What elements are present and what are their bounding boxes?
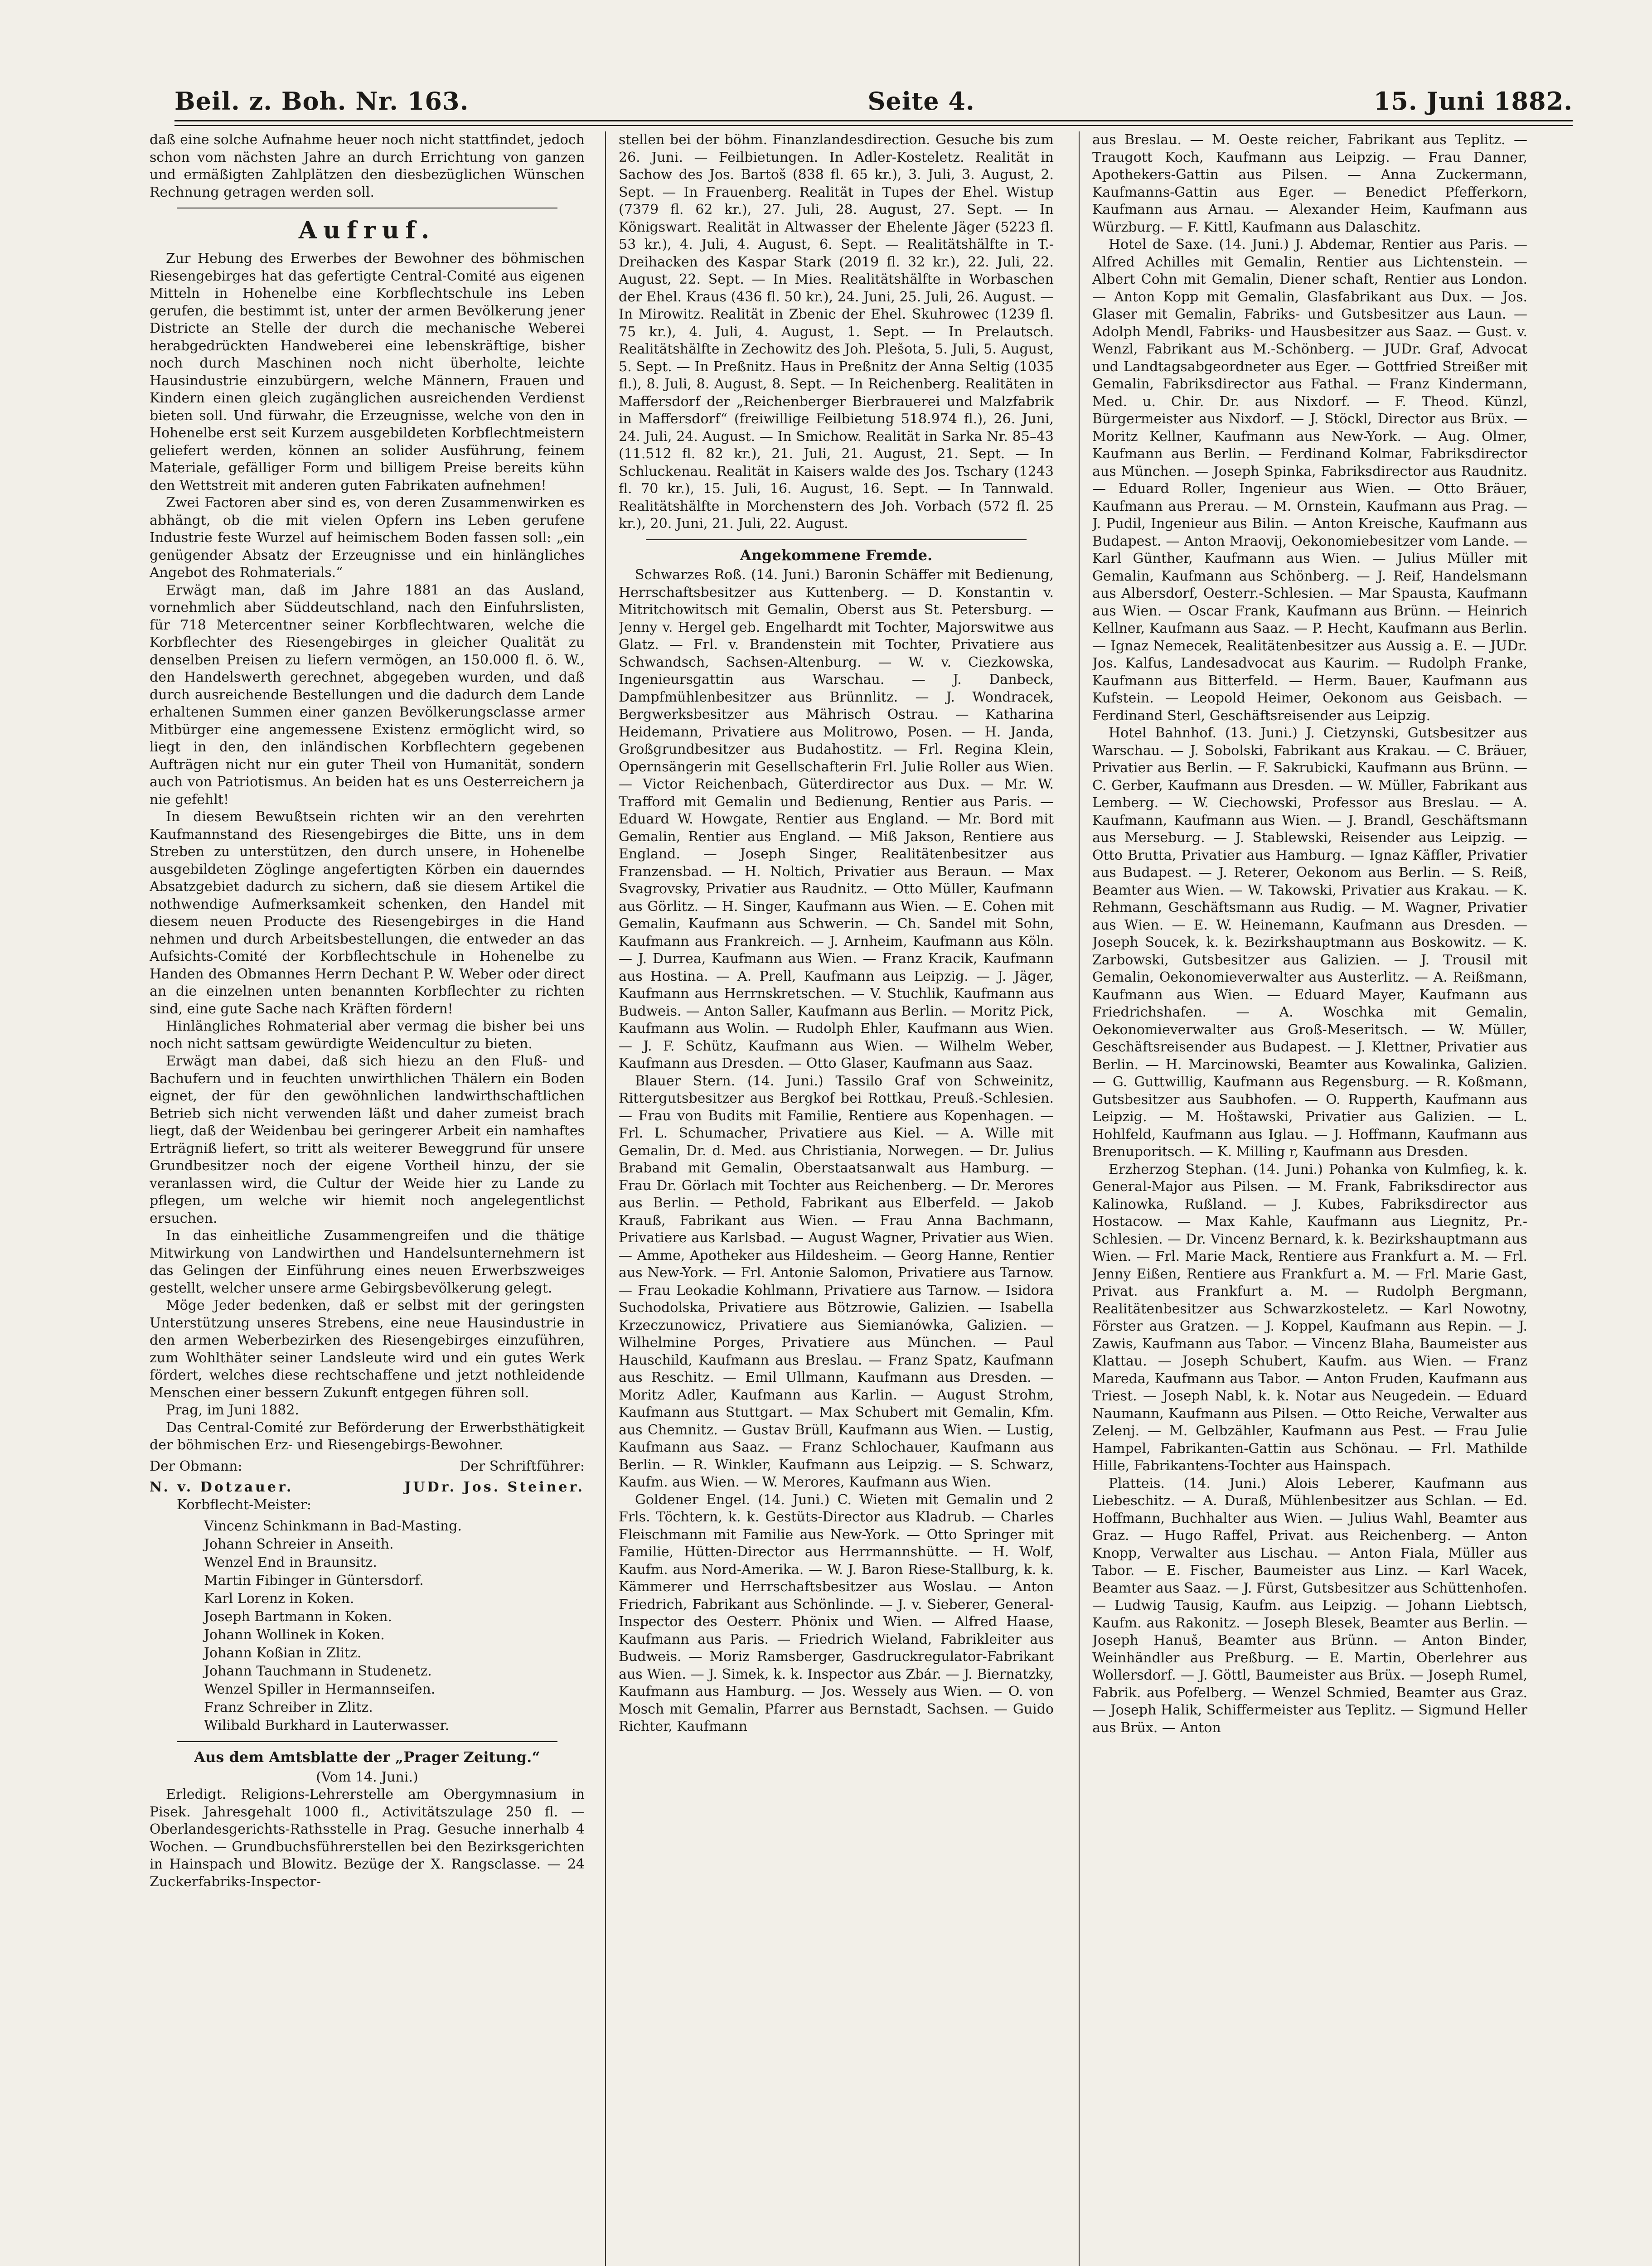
hotel-entry: Blauer Stern. (14. Juni.) Tassilo Graf von Schweinitz, Rittergutsbesitzer aus Bergkof bei Rottkau, Preuß.-Schlesien. — Frau von Budits mit Familie, Rentiere aus Kopenhagen. — Frl. L. Schumacher, Privatiere aus Kiel. — A. Wille mit Gemalin, Dr. d. Med. aus Christiania, Norwegen. — Dr. Julius Braband mit Gemalin, Oberstaatsanwalt aus Hamburg. — Frau Dr. Görlach mit Tochter aus Reichenberg. — Dr. Merores aus Berlin. — Pethold, Fabrikant aus Elberfeld. — Jakob Krauß, Fabrikant aus Wien. — Frau Anna Bachmann, Privatiere aus Karlsbad. — August Wagner, Privatier aus Wien. — Amme, Apotheker aus Hildesheim. — Georg Hanne, Rentier aus New-York. — Frl. Antonie Salomon, Privatiere aus Tarnow. — Frau Leokadie Kohlmann, Privatiere aus Tarnow. — Isidora Suchodolska, Privatiere aus Bötzrowie, Galizien. — Isabella Krzeczunowicz, Privatiere aus Siemianówka, Galizien. — Wilhelmine Porges, Privatiere aus München. — Paul Hauschild, Kaufmann aus Breslau. — Franz Spatz, Kaufmann aus Reschitz. — Emil Ullmann, Kaufmann aus Dresden. — Moritz Adler, Kaufmann aus Karlin. — August Strohm, Kaufmann aus Stuttgart. — Max Schubert mit Gemalin, Kfm. aus Chemnitz. — Gustav Brüll, Kaufmann aus Wien. — Lustig, Kaufmann aus Saaz. — Franz Schlochauer, Kaufmann aus Berlin. — R. Winkler, Kaufmann aus Leipzig. — S. Schwarz, Kaufm. aus Wien. — W. Merores, Kaufmann aus Wien. — [619, 1073, 1054, 1490]
meister-label: Korbflecht-Meister: — [177, 1496, 312, 1513]
list-item: Wenzel Spiller in Hermannseifen. — [204, 1681, 436, 1697]
dateline: Prag, im Juni 1882. — [166, 1402, 299, 1418]
aufruf-title: Aufruf. — [298, 217, 436, 244]
paragraph: Erwägt man, daß im Jahre 1881 an das Ausland, vornehmlich aber Süddeutschland, nach den Einfuhrslisten, für 718 Metercentner seiner Korbflechtwaren, welche die Korbflechter des Riesengebirges in gleicher Qualität zu denselben Preisen zu liefern vermögen, an 150.000 fl. ö. W., den Handelswerth gerechnet, abgegeben wurden, und daß durch ausreichende Bestellungen und die dadurch dem Lande erhaltenen Summen einer ganzen Bevölkerungsclasse armer Mitbürger eine angemessene Existenz ermöglicht wird, so liegt in den, den inländischen Korbflechtern gegebenen Aufträgen nicht nur ein guter Theil von Humanität, sondern auch von Patriotismus. An beiden hat es uns Oesterreichern ja nie gefehlt! — [150, 582, 585, 808]
paragraph: stellen bei der böhm. Finanzlandesdirection. Gesuche bis zum 26. Juni. — Feilbietungen. In Adler-Kosteletz. Realität in Sachow des Jos. Bartoš (838 fl. 65 kr.), 3. Juli, 3. August, 2. Sept. — In Frauenberg. Realität in Tupes der Ehel. Wistup (7379 fl. 62 kr.), 27. Juli, 28. August, 27. Sept. — In Königswart. Realität in Altwasser der Ehelente Jäger (5223 fl. 53 kr.), 4. Juli, 4. August, 6. Sept. — Realitätshälfte in T.-Dreihacken des Kaspar Stark (2019 fl. 32 kr.), 22. Juli, 22. August, 22. Sept. — In Mies. Realitätshälfte in Worbaschen der Ehel. Kraus (436 fl. 50 kr.), 24. Juni, 25. Juli, 26. August. — In Mirowitz. Realität in Zbenic der Ehel. Skuhrowec (1239 fl. 75 kr.), 4. Juli, 4. August, 1. Sept. — In Prelautsch. Realitätshälfte in Zechowitz des Joh. Plešota, 5. Juli, 5. August, 5. Sept. — In Preßnitz. Haus in Preßnitz der Anna Seltig (1035 fl.), 8. Juli, 8. August, 8. Sept. — In Reichenberg. Realitäten in Maffersdorf der „Reichenberger Bierbrauerei und Malzfabrik in Maffersdorf“ (freiwillige Feilbietung 518.974 fl.), 26. Juni, 24. Juli, 24. August. — In Smichow. Realität in Sarka Nr. 85–43 (11.512 fl. 82 kr.), 21. Juli, 21. August, 21. Sept. — In Schluckenau. Realität in Kaisers walde des Jos. Tschary (1243 fl. 70 kr.), 15. Juli, 16. August, 16. Sept. — In Tannwald. Realitätshälfte in Morchenstern des Joh. Vorbach (572 fl. 25 kr.), 20. Juni, 21. Juli, 22. August. — [619, 132, 1054, 532]
list-item: Vincenz Schinkmann in Bad-Masting. — [204, 1518, 462, 1534]
paragraph: Hinlängliches Rohmaterial aber vermag die bisher bei uns noch nicht sattsam gewürdigte Weidencultur zu bieten. — [150, 1018, 585, 1052]
paragraph: aus Breslau. — M. Oeste reicher, Fabrikant aus Teplitz. — Traugott Koch, Kaufmann aus Leipzig. — Frau Danner, Apothekers-Gattin aus Pilsen. — Anna Zuckermann, Kaufmanns-Gattin aus Eger. — Benedict Pfefferkorn, Kaufmann aus Arnau. — Alexander Heim, Kaufmann aus Würzburg. — F. Kittl, Kaufmann aus Dalaschitz. — [1092, 132, 1527, 235]
page-header — [174, 79, 1573, 116]
column-3 — [1092, 131, 1527, 2266]
section-divider — [646, 539, 1027, 540]
column-divider — [1079, 131, 1080, 2266]
schriftfuehrer-label: Der Schriftführer: — [460, 1458, 585, 1474]
paragraph: daß eine solche Aufnahme heuer noch nicht stattfindet, jedoch schon vom nächsten Jahre an durch Errichtung von ganzen und ermäßigten Zahlplätzen den diesbezüglichen Wünschen Rechnung getragen werden soll. — [150, 132, 585, 200]
obmann-label: Der Obmann: — [150, 1458, 242, 1474]
list-item: Martin Fibinger in Güntersdorf. — [204, 1573, 424, 1588]
amtsblatt-heading: Aus dem Amtsblatte der „Prager Zeitung.“ — [194, 1748, 540, 1766]
paragraph: Erwägt man dabei, daß sich hiezu an den Fluß- und Bachufern und in feuchten unwirthlichen Thälern ein Boden eignet, der für den gewöhnlichen landwirthschaftlichen Betrieb sich nicht verwenden läßt und daher zumeist brach liegt, daß der Weidenbau bei geringerer Arbeit ein namhaftes Erträgniß liefert, so tritt als weiterer Beweggrund für unsere Grundbesitzer noch der eigene Vortheil hinzu, der sie veranlassen wird, die Cultur der Weide hier zu Lande zu pflegen, um welche wir hiemit noch angelegentlichst ersuchen. — [150, 1053, 585, 1226]
paragraph: Zwei Factoren aber sind es, von deren Zusammenwirken es abhängt, ob die mit vielen Opfern ins Leben gerufene Industrie feste Wurzel auf heimischem Boden fassen soll: „ein genügender Absatz der Erzeugnisse und ein hinlängliches Angebot des Rohmaterials.“ — [150, 495, 585, 581]
paragraph: Möge Jeder bedenken, daß er selbst mit der geringsten Unterstützung unseres Strebens, eine neue Hausindustrie in den armen Weberbezirken des Riesengebirges einzuführen, zum Wohlthäter seiner Landsleute wird und ein gutes Werk fördert, welches diese rechtschaffene und jetzt nothleidende Menschen einer bessern Zukunft entgegen führen soll. — [150, 1298, 585, 1401]
column-1 — [150, 131, 585, 2266]
supplement-number: Beil. z. Boh. Nr. 163. — [174, 87, 469, 116]
obmann-name: N. v. Dotzauer. — [150, 1479, 294, 1495]
page-number: Seite 4. — [867, 87, 975, 116]
schriftfuehrer-name: JUDr. Jos. Steiner. — [404, 1479, 585, 1495]
organization: Das Central-Comité zur Beförderung der Erwerbsthätigkeit der böhmischen Erz- und Riesengebirgs-Bewohner. — [150, 1419, 585, 1453]
hotel-entry: Goldener Engel. (14. Juni.) C. Wieten mit Gemalin und 2 Frls. Töchtern, k. k. Gestüts-Director aus Kladrub. — Charles Fleischmann mit Familie aus New-York. — Otto Springer mit Familie, Hütten-Director aus Herrmannshütte. — H. Wolf, Kaufm. aus Nord-Amerika. — W. J. Baron Riese-Stallburg, k. k. Kämmerer und Herrschaftsbesitzer aus Woslau. — Anton Friedrich, Fabrikant aus Schönlinde. — J. v. Sieberer, General-Inspector des Oesterr. Phönix und Wien. — Alfred Haase, Kaufmann aus Paris. — Friedrich Wieland, Fabrikleiter aus Budweis. — Moriz Ramsberger, Gasdruckregulator-Fabrikant aus Wien. — J. Simek, k. k. Inspector aus Zbár. — J. Biernatzky, Kaufmann aus Hamburg. — Jos. Wessely aus Wien. — O. von Mosch mit Gemalin, Pfarrer aus Bernstadt, Sachsen. — Guido Richter, Kaufmann — [619, 1491, 1054, 1734]
list-item: Johann Tauchmann in Studenetz. — [204, 1663, 432, 1679]
list-item: Johann Schreier in Anseith. — [204, 1536, 394, 1552]
column-2 — [619, 131, 1054, 2266]
hotel-entry: Platteis. (14. Juni.) Alois Leberer, Kaufmann aus Liebeschitz. — A. Duraß, Mühlenbesitzer aus Schlan. — Ed. Hoffmann, Buchhalter aus Wien. — Julius Wahl, Beamter aus Graz. — Hugo Raffel, Privat. aus Reichenberg. — Anton Knopp, Verwalter aus Lischau. — Anton Fiala, Müller aus Tabor. — E. Fischer, Baumeister aus Linz. — Karl Wacek, Beamter aus Saaz. — J. Fürst, Gutsbesitzer aus Schüttenhofen. — Ludwig Tausig, Kaufm. aus Leipzig. — Johann Liebtsch, Kaufm. aus Rakonitz. — Joseph Blesek, Beamter aus Berlin. — Joseph Hanuš, Beamter aus Brünn. — Anton Binder, Weinhändler aus Preßburg. — E. Martin, Oberlehrer aus Wollersdorf. — J. Göttl, Baumeister aus Brüx. — Joseph Rumel, Fabrik. aus Pofelberg. — Wenzel Schmied, Beamter aus Graz. — Joseph Halik, Schiffermeister aus Teplitz. — Sigmund Heller aus Brüx. — Anton — [1092, 1475, 1527, 1736]
hotel-entry: Hotel Bahnhof. (13. Juni.) J. Cietzynski, Gutsbesitzer aus Warschau. — J. Sobolski, Fabrikant aus Krakau. — C. Bräuer, Privatier aus Berlin. — F. Sakrubicki, Kaufmann aus Brünn. — C. Gerber, Kaufmann aus Dresden. — W. Müller, Fabrikant aus Lemberg. — W. Ciechowski, Professor aus Breslau. — A. Kaufmann, Kaufmann aus Wien. — J. Brandl, Geschäftsmann aus Merseburg. — J. Stablewski, Reisender aus Leipzig. — Otto Brutta, Privatier aus Hamburg. — Ignaz Käffler, Privatier aus Budapest. — J. Reterer, Oekonom aus Berlin. — S. Reiß, Beamter aus Wien. — W. Takowski, Privatier aus Krakau. — K. Rehmann, Geschäftsmann aus Rudig. — M. Wagner, Privatier aus Wien. — E. W. Heinemann, Kaufmann aus Dresden. — Joseph Soucek, k. k. Bezirkshauptmann aus Boskowitz. — K. Zarbowski, Gutsbesitzer aus Galizien. — J. Trousil mit Gemalin, Oekonomieverwalter aus Austerlitz. — A. Reißmann, Kaufmann aus Wien. — Eduard Mayer, Kaufmann aus Friedrichshafen. — A. Woschka mit Gemalin, Oekonomieverwalter aus Groß-Meseritsch. — W. Müller, Geschäftsreisender aus Budapest. — J. Klettner, Privatier aus Berlin. — H. Marcinowski, Beamter aus Kowalinka, Galizien. — G. Guttwillig, Kaufmann aus Regensburg. — R. Koßmann, Gutsbesitzer aus Saubhofen. — O. Rupperth, Kaufmann aus Leipzig. — M. Hoštawski, Privatier aus Galizien. — L. Hohlfeld, Kaufmann aus Iglau. — J. Hoffmann, Kaufmann aus Brenuporitsch. — K. Milling r, Kaufmann aus Dresden. — [1092, 725, 1527, 1160]
paragraph: In diesem Bewußtsein richten wir an den verehrten Kaufmannstand des Riesengebirges die Bitte, uns in dem Streben zu unterstützen, den durch unsere, in Hohenelbe ausgebildeten Zöglinge angefertigten Körben ein dauerndes Absatzgebiet dadurch zu sichern, daß sie diesem Artikel die nothwendige Aufmerksamkeit schenken, den Handel mit diesem neuen Producte des Riesengebirges in die Hand nehmen und durch Arbeitsbestellungen, die entweder an das Aufsichts-Comité der Korbflechtschule in Hohenelbe zu Handen des Obmannes Herrn Dechant P. W. Weber oder direct an die einzelnen unten benannten Korbflechter zu richten sind, eine gute Sache nach Kräften fördern! — [150, 809, 585, 1017]
korbflecht-meister-list — [204, 1517, 585, 1735]
hotel-entry: Hotel de Saxe. (14. Juni.) J. Abdemar, Rentier aus Paris. — Alfred Achilles mit Gemalin, Rentier aus Lichtenstein. — Albert Cohn mit Gemalin, Diener schaft, Rentier aus London. — Anton Kopp mit Gemalin, Glasfabrikant aus Dux. — Jos. Glaser mit Gemalin, Fabriks- und Gutsbesitzer aus Laun. — Adolph Mendl, Fabriks- und Hausbesitzer aus Saaz. — Gust. v. Wenzl, Fabrikant aus M.-Schönberg. — JUDr. Graf, Advocat und Landtagsabgeordneter aus Eger. — Gottfried Streißer mit Gemalin, Fabriksdirector aus Fathal. — Franz Kindermann, Med. u. Chir. Dr. aus Nixdorf. — F. Theod. Künzl, Bürgermeister aus Nixdorf. — J. Stöckl, Director aus Brüx. — Moritz Kellner, Kaufmann aus New-York. — Aug. Olmer, Kaufmann aus Berlin. — Ferdinand Kolmar, Fabriksdirector aus München. — Joseph Spinka, Fabriksdirector aus Raudnitz. — Eduard Roller, Ingenieur aus Wien. — Otto Bräuer, Kaufmann aus Prerau. — M. Ornstein, Kaufmann aus Prag. — J. Pudil, Ingenieur aus Bilin. — Anton Kreische, Kaufmann aus Budapest. — Anton Mraovij, Oekonomiebesitzer vom Lande. — Karl Günther, Kaufmann aus Wien. — Julius Müller mit Gemalin, Kaufmann aus Schönberg. — J. Reif, Handelsmann aus Albersdorf, Oesterr.-Schlesien. — Mar Spausta, Kaufmann aus Wien. — Oscar Frank, Kaufmann aus Brünn. — Heinrich Kellner, Kaufmann aus Saaz. — P. Hecht, Kaufmann aus Berlin. — Ignaz Nemecek, Realitätenbesitzer aus Aussig a. E. — JUDr. Jos. Kalfus, Landesadvocat aus Kaurim. — Rudolph Franke, Kaufmann aus Bitterfeld. — Herm. Bauer, Kaufmann aus Kufstein. — Leopold Heimer, Oekonom aus Geisbach. — Ferdinand Sterl, Geschäftsreisender aus Leipzig. — [1092, 237, 1527, 724]
list-item: Wilibald Burkhard in Lauterwasser. — [204, 1718, 450, 1733]
hotel-entry: Schwarzes Roß. (14. Juni.) Baronin Schäffer mit Bedienung, Herrschaftsbesitzer aus Kuttenberg. — D. Konstantin v. Mitritchowitsch mit Gemalin, Oberst aus St. Petersburg. — Jenny v. Hergel geb. Engelhardt mit Tochter, Majorswitwe aus Glatz. — Frl. v. Brandenstein mit Tochter, Privatiere aus Schwandsch, Sachsen-Altenburg. — W. v. Ciezkowska, Ingenieursgattin aus Warschau. — J. Danbeck, Dampfmühlenbesitzer aus Brünnlitz. — J. Wondracek, Bergwerksbesitzer aus Mährisch Ostrau. — Katharina Heidemann, Privatiere aus Molitrowo, Posen. — H. Janda, Großgrundbesitzer aus Budahostitz. — Frl. Regina Klein, Opernsängerin mit Gesellschafterin Frl. Julie Roller aus Wien. — Victor Reichenbach, Güterdirector aus Dux. — Mr. W. Trafford mit Gemalin und Bedienung, Rentier aus Paris. — Eduard W. Howgate, Rentier aus England. — Mr. Bord mit Gemalin, Rentier aus England. — Miß Jakson, Rentiere aus England. — Joseph Singer, Realitätenbesitzer aus Franzensbad. — H. Noltich, Privatier aus Beraun. — Max Svagrovsky, Privatier aus Raudnitz. — Otto Müller, Kaufmann aus Görlitz. — H. Singer, Kaufmann aus Wien. — E. Cohen mit Gemalin, Kaufmann aus Schwerin. — Ch. Sandel mit Sohn, Kaufmann aus Frankreich. — J. Arnheim, Kaufmann aus Köln. — J. Durrea, Kaufmann aus Wien. — Franz Kracik, Kaufmann aus Hostina. — A. Prell, Kaufmann aus Leipzig. — J. Jäger, Kaufmann aus Herrnskretschen. — V. Stuchlik, Kaufmann aus Budweis. — Anton Saller, Kaufmann aus Berlin. — Moritz Pick, Kaufmann aus Wolin. — Rudolph Ehler, Kaufmann aus Wien. — J. F. Schütz, Kaufmann aus Wien. — Wilhelm Weber, Kaufmann aus Dresden. — Otto Glaser, Kaufmann aus Saaz. — [619, 567, 1054, 1071]
section-divider — [177, 1741, 557, 1742]
column-divider — [605, 131, 606, 2266]
list-item: Karl Lorenz in Koken. — [204, 1591, 354, 1607]
paragraph: Zur Hebung des Erwerbes der Bewohner des böhmischen Riesengebirges hat das gefertigte Central-Comité aus eigenen Mitteln in Hohenelbe eine Korbflechtschule ins Leben gerufen, die bestimmt ist, unter der armen Bevölkerung jener Districte an Stelle der durch die mechanische Weberei herabgedrückten Handweberei eine lebenskräftige, bisher noch durch Maschinen noch nicht überholte, leichte Hausindustrie einzubürgern, welche Männern, Frauen und Kindern einen gleich zugänglichen ausreichenden Verdienst bieten soll. Und fürwahr, die Erzeugnisse, welche von den in Hohenelbe erst seit Kurzem ausgebildeten Korbflechtmeistern geliefert werden, können an solider Ausführung, feinem Materiale, gefälliger Form und billigem Preise bereits kühn den Wettstreit mit anderen guten Fabrikaten aufnehmen! — [150, 251, 585, 494]
list-item: Johann Wollinek in Koken. — [204, 1627, 385, 1643]
signature-labels — [150, 1458, 585, 1476]
fremde-heading: Angekommene Fremde. — [740, 546, 933, 564]
paragraph: Erledigt. Religions-Lehrerstelle am Obergymnasium in Pisek. Jahresgehalt 1000 fl., Activitätszulage 250 fl. — Oberlandesgerichts-Rathsstelle in Prag. Gesuche innerhalb 4 Wochen. — Grundbuchsführerstellen bei den Bezirksgerichten in Hainspach und Blowitz. Bezüge der X. Rangsclasse. — 24 Zuckerfabriks-Inspector- — [150, 1787, 585, 1890]
list-item: Wenzel End in Braunsitz. — [204, 1554, 377, 1570]
list-item: Johann Koßian in Zlitz. — [204, 1645, 362, 1661]
signatures — [150, 1479, 585, 1496]
amtsblatt-date: (Vom 14. Juni.) — [316, 1769, 418, 1785]
header-rule — [174, 120, 1573, 126]
paragraph: In das einheitliche Zusammengreifen und die thätige Mitwirkung von Landwirthen und Handelsunternehmern ist das Gelingen der Einführung eines neuen Erwerbszweiges gestellt, welcher unsere arme Gebirgsbevölkerung gelegt. — [150, 1228, 585, 1296]
list-item: Franz Schreiber in Zlitz. — [204, 1700, 373, 1715]
issue-date: 15. Juni 1882. — [1373, 87, 1573, 116]
hotel-entry: Erzherzog Stephan. (14. Juni.) Pohanka von Kulmfieg, k. k. General-Major aus Pilsen. — M. Frank, Fabriksdirector aus Kalinowka, Rußland. — J. Kubes, Fabriksdirector aus Hostacow. — Max Kahle, Kaufmann aus Liegnitz, Pr.-Schlesien. — Dr. Vincenz Bernard, k. k. Bezirkshauptmann aus Wien. — Frl. Marie Mack, Rentiere aus Frankfurt a. M. — Frl. Jenny Eißen, Rentiere aus Frankfurt a. M. — Frl. Marie Gast, Privat. aus Frankfurt a. M. — Rudolph Bergmann, Realitätenbesitzer aus Schwarzkosteletz. — Karl Nowotny, Förster aus Gratzen. — J. Koppel, Kaufmann aus Repin. — J. Zawis, Kaufmann aus Tabor. — Vincenz Blaha, Baumeister aus Klattau. — Joseph Schubert, Kaufm. aus Wien. — Franz Mareda, Kaufmann aus Tabor. — Anton Fruden, Kaufmann aus Triest. — Joseph Nabl, k. k. Notar aus Neugedein. — Eduard Naumann, Kaufmann aus Pilsen. — Otto Reiche, Verwalter aus Zelenj. — M. Gelbzähler, Kaufmann aus Pest. — Frau Julie Hampel, Fabrikanten-Gattin aus Schönau. — Frl. Mathilde Hille, Fabrikantens-Tochter aus Hainspach. — [1092, 1161, 1527, 1474]
list-item: Joseph Bartmann in Koken. — [204, 1609, 392, 1625]
